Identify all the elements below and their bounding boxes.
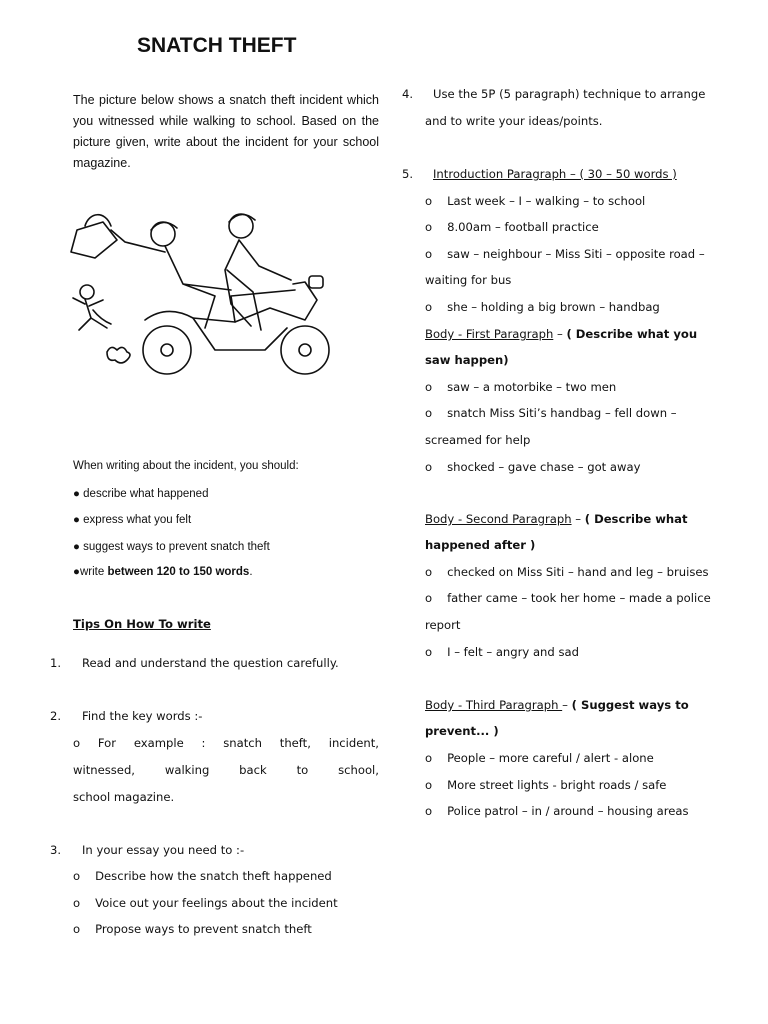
should-item: ●write between 120 to 150 words. <box>73 566 253 578</box>
list-item: o I – felt – angry and sad <box>425 645 579 659</box>
bullet-icon: ● <box>73 566 80 578</box>
tip-number: 2. <box>50 709 62 723</box>
intro-paragraph-heading: Introduction Paragraph – ( 30 – 50 words ) <box>433 167 677 181</box>
list-item: o Describe how the snatch theft happened <box>73 869 332 883</box>
keywords-line: witnessed, walking back to school, <box>73 763 379 777</box>
woman-icon <box>80 285 94 299</box>
tip-number: 3. <box>50 843 62 857</box>
should-item: ● express what you felt <box>73 514 192 526</box>
list-item: o 8.00am – football practice <box>425 220 599 234</box>
tips-heading: Tips On How To write <box>73 617 211 631</box>
body1-heading-continued: saw happen) <box>425 353 509 367</box>
bullet-icon: ● <box>73 541 80 553</box>
tip-text: and to write your ideas/points. <box>425 114 603 128</box>
tip-text: Read and understand the question carefully. <box>82 656 339 670</box>
list-item: o People – more careful / alert - alone <box>425 751 654 765</box>
list-item: o Last week – I – walking – to school <box>425 194 646 208</box>
intro-paragraph: The picture below shows a snatch theft incident which you witnessed while walking to school. Based on the picture given, write about the incident for your school magazine. <box>73 93 379 170</box>
bullet-icon: ● <box>73 514 80 526</box>
handbag-icon <box>71 222 117 258</box>
bullet-icon: ● <box>73 488 80 500</box>
list-item: o Propose ways to prevent snatch theft <box>73 922 312 936</box>
page-title: SNATCH THEFT <box>137 34 297 57</box>
list-item: o she – holding a big brown – handbag <box>425 300 660 314</box>
tip-number: 4. <box>402 87 414 101</box>
body3-heading: Body - Third Paragraph – ( Suggest ways to <box>425 698 689 712</box>
body2-heading-continued: happened after ) <box>425 538 536 552</box>
list-item: o Voice out your feelings about the incident <box>73 896 338 910</box>
should-item: ● suggest ways to prevent snatch theft <box>73 541 270 553</box>
snatch-theft-illustration <box>55 200 335 390</box>
keywords-line: school magazine. <box>73 790 175 804</box>
tip-number: 1. <box>50 656 62 670</box>
body1-heading: Body - First Paragraph – ( Describe what you <box>425 327 698 341</box>
list-item: o Police patrol – in / around – housing areas <box>425 804 689 818</box>
list-item: o father came – took her home – made a police <box>425 591 711 605</box>
list-item: o snatch Miss Siti’s handbag – fell down – <box>425 406 677 420</box>
list-item-continued: waiting for bus <box>425 273 512 287</box>
keywords-line: o For example : snatch theft, incident, <box>73 736 379 750</box>
list-item: o saw – neighbour – Miss Siti – opposite road – <box>425 247 705 261</box>
tip-number: 5. <box>402 167 414 181</box>
list-item: o checked on Miss Siti – hand and leg – bruises <box>425 565 709 579</box>
list-item: o More street lights - bright roads / safe <box>425 778 667 792</box>
tip-text: Use the 5P (5 paragraph) technique to arrange <box>433 87 706 101</box>
tip-text: In your essay you need to :- <box>82 843 245 857</box>
list-item: o saw – a motorbike – two men <box>425 380 617 394</box>
list-item-continued: screamed for help <box>425 433 531 447</box>
tip-text: Find the key words :- <box>82 709 203 723</box>
should-item: ● describe what happened <box>73 488 209 500</box>
motorbike-icon <box>143 326 191 374</box>
body2-heading: Body - Second Paragraph – ( Describe what <box>425 512 688 526</box>
list-item-continued: report <box>425 618 461 632</box>
should-heading: When writing about the incident, you should: <box>73 460 299 472</box>
list-item: o shocked – gave chase – got away <box>425 460 641 474</box>
body3-heading-continued: prevent... ) <box>425 724 499 738</box>
